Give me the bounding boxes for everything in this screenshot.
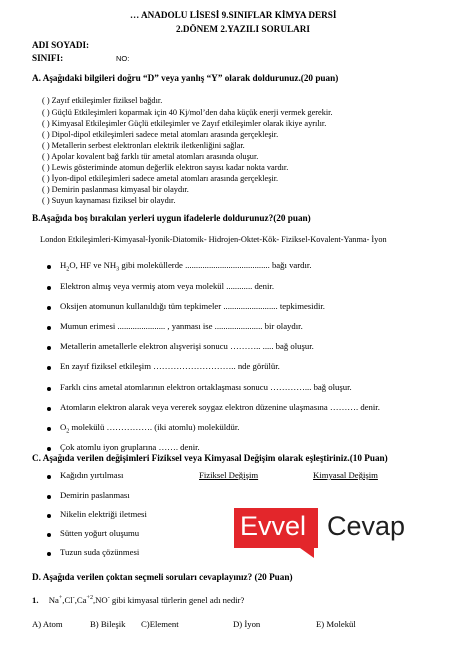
list-item: Elektron almış veya vermiş atom veya molekül ............ denir. [60, 281, 275, 291]
question-number: 1. [32, 595, 39, 605]
list-item: ( ) Dipol-dipol etkileşimleri sadece metal atomları arasında gerçekleşir. [42, 130, 279, 139]
list-item: ( ) İyon-dipol etkileşimleri sadece ametal atomları arasında gerçekleşir. [42, 174, 279, 183]
list-item: ( ) Suyun kaynaması fiziksel bir olaydır. [42, 196, 176, 205]
bullet-icon [47, 552, 51, 556]
exam-title: … ANADOLU LİSESİ 9.SINIFLAR KİMYA DERSİ [130, 10, 337, 20]
option-d: D) İyon [233, 619, 261, 629]
list-item: ( ) Demirin paslanması kimyasal bir olaydır. [42, 185, 189, 194]
list-item: Metallerin ametallerle elektron alışverişi sonucu ……….. ..... bağ oluşur. [60, 341, 314, 351]
list-item: Oksijen atomunun kullanıldığı tüm tepkimeler ......................... tepkimesidir. [60, 301, 325, 311]
bullet-icon [47, 326, 51, 330]
section-a-title: A. Aşağıdaki bilgileri doğru “D” veya yanlış “Y” olarak doldurunuz.(20 puan) [32, 73, 339, 83]
logo-cevap-text: Cevap [327, 511, 406, 541]
word-bank: London Etkileşimleri-Kimyasal-İyonik-Diatomik- Hidrojen-Oktet-Kök- Fiziksel-Kovalent-Yanma- İyon [40, 235, 387, 244]
logo-evvel-text: Evvel [240, 511, 307, 541]
evvel-cevap-logo [234, 508, 448, 554]
section-c-title: C. Aşağıda verilen değişimleri Fiziksel veya Kimyasal Değişim olarak eşleştiriniz.(10 Puan) [32, 453, 388, 463]
list-item: ( ) Güçlü Etkileşimleri koparmak için 40 Kj/mol’den daha küçük enerji vermek gerekir. [42, 108, 333, 117]
option-e: E) Molekül [316, 619, 356, 629]
bullet-icon [47, 475, 51, 479]
list-item: ( ) Apolar kovalent bağ farklı tür ametal atomları arasında oluşur. [42, 152, 259, 161]
list-item: Atomların elektron alarak veya vererek soygaz elektron düzenine ulaşmasına ………. denir. [60, 402, 380, 412]
list-item: Kağıdın yırtılması [60, 470, 124, 480]
section-d-title: D. Aşağıda verilen çoktan seçmeli soruları cevaplayınız? (20 Puan) [32, 572, 293, 582]
list-item: Farklı cins ametal atomlarının elektron ortaklaşması sonucu …………... bağ oluşur. [60, 382, 352, 392]
list-item: Mumun erimesi ...................... , yanması ise ...................... bir olaydır. [60, 321, 303, 331]
list-item: ( ) Kimyasal Etkileşimler Güçlü etkileşimler ve Zayıf etkileşimler olarak ikiye ayrılır. [42, 119, 327, 128]
list-item: Tuzun suda çözünmesi [60, 547, 140, 557]
list-item: Sütten yoğurt oluşumu [60, 528, 140, 538]
class-label: SINIFI: [32, 53, 64, 63]
logo-speech-tail [300, 548, 314, 558]
column-physical: Fiziksel Değişim [199, 470, 259, 480]
list-item: ( ) Zayıf etkileşimler fiziksel bağdır. [42, 96, 163, 105]
bullet-icon [47, 306, 51, 310]
name-label: ADI SOYADI: [32, 40, 90, 50]
list-item: ( ) Lewis gösteriminde atomun değerlik elektron sayısı kadar nokta vardır. [42, 163, 289, 172]
bullet-icon [47, 407, 51, 411]
bullet-icon [47, 346, 51, 350]
option-a: A) Atom [32, 619, 63, 629]
list-item: Demirin paslanması [60, 490, 130, 500]
question-1: 1. $Na^+,Cl^-,Ca^{+2},NO^-$ gibi kimyasal türlerin genel adı nedir? [32, 595, 245, 605]
list-item: $H_2O$, HF ve $NH_3$ gibi moleküllerde ....................................... bağı vardır. [60, 260, 312, 273]
exam-subtitle: 2.DÖNEM 2.YAZILI SORULARI [176, 24, 310, 34]
no-label: NO: [116, 54, 130, 63]
list-item: Nikelin elektriği iletmesi [60, 509, 147, 519]
bullet-icon [47, 366, 51, 370]
bullet-icon [47, 265, 51, 269]
bullet-icon [47, 447, 51, 451]
option-c: C)Element [141, 619, 179, 629]
list-item: ( ) Metallerin serbest elektronları elektrik iletkenliğini sağlar. [42, 141, 245, 150]
column-chemical: Kimyasal Değişim [313, 470, 378, 480]
bullet-icon [47, 427, 51, 431]
list-item: Çok atomlu iyon gruplarına ……. denir. [60, 442, 200, 452]
list-item: $O_2$ molekülü ……………. (iki atomlu) moleküldür. [60, 422, 240, 435]
bullet-icon [47, 286, 51, 290]
list-item: En zayıf fiziksel etkileşim ……………………….. nde görülür. [60, 361, 280, 371]
bullet-icon [47, 387, 51, 391]
bullet-icon [47, 514, 51, 518]
option-b: B) Bileşik [90, 619, 126, 629]
section-b-title: B.Aşağıda boş bırakılan yerleri uygun ifadelerle doldurunuz?(20 puan) [32, 213, 311, 223]
bullet-icon [47, 533, 51, 537]
bullet-icon [47, 495, 51, 499]
